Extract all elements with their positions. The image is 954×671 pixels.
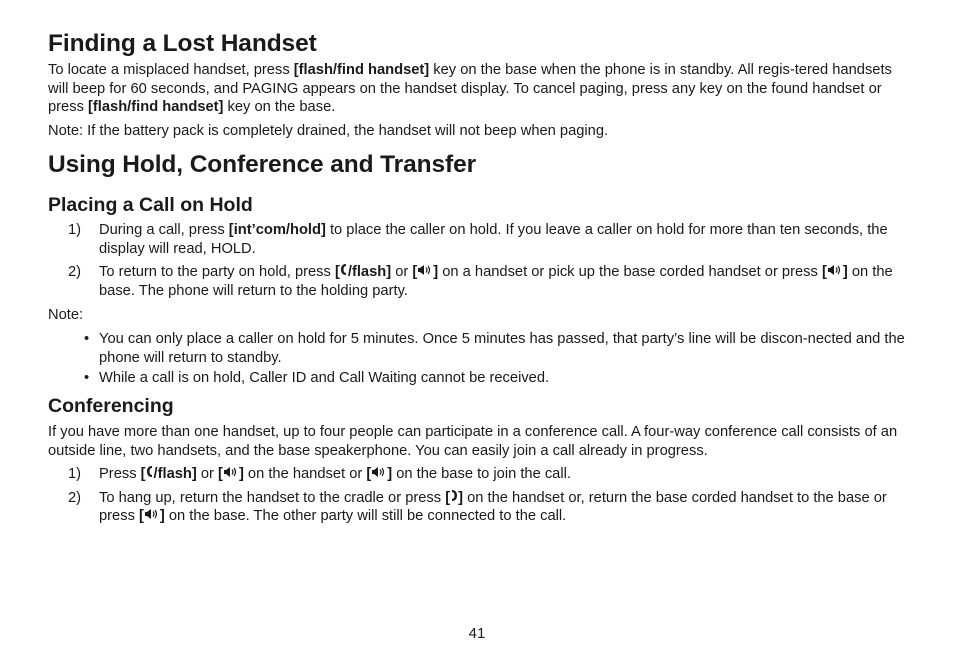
heading-conferencing: Conferencing bbox=[48, 395, 174, 417]
step-number: 2) bbox=[68, 489, 82, 506]
key-bracket: [ bbox=[334, 264, 340, 281]
key-flash: /flash] bbox=[347, 264, 392, 281]
key-bracket: [ bbox=[821, 264, 827, 281]
key-bracket: ] bbox=[842, 264, 848, 281]
key-intcom-hold: [int’com/hold] bbox=[228, 222, 326, 238]
conferencing-paragraph: If you have more than one handset, up to four people can participate in a conference call. A four-way conference call consists of an outside line, two handsets, and the base speakerphone. You can easily join a call already in progress. bbox=[48, 424, 898, 459]
key-bracket: ] bbox=[238, 466, 244, 482]
text: or bbox=[196, 466, 219, 482]
conferencing-steps-list bbox=[48, 465, 906, 531]
hold-steps-list bbox=[48, 221, 906, 305]
text: Press bbox=[99, 466, 141, 482]
key-bracket: [ bbox=[140, 466, 146, 482]
text: on the handset or, return the base corded handset to the base or press bbox=[99, 489, 887, 525]
list-item bbox=[48, 465, 906, 484]
text: on a handset or pick up the base corded handset or press bbox=[438, 264, 822, 281]
key-bracket: [ bbox=[139, 508, 144, 525]
speaker-icon bbox=[417, 263, 433, 282]
step-number: 2) bbox=[68, 264, 82, 281]
bullet: • bbox=[84, 370, 90, 387]
key-bracket: [ bbox=[412, 264, 418, 281]
text: To hang up, return the handset to the cradle or press bbox=[99, 489, 446, 506]
battery-note: Note: If the battery pack is completely drained, the handset will not beep when paging. bbox=[48, 123, 609, 139]
key-flash-find-handset: [flash/find handset] bbox=[293, 62, 430, 78]
heading-placing-call-on-hold: Placing a Call on Hold bbox=[48, 194, 253, 216]
text: on the base to join the call. bbox=[392, 466, 571, 482]
key-flash-find-handset: [flash/find handset] bbox=[88, 99, 224, 116]
text: on the base. The other party will still be connected to the call. bbox=[164, 508, 567, 525]
end-call-icon bbox=[450, 489, 458, 508]
talk-phone-icon bbox=[146, 465, 154, 484]
speaker-icon bbox=[223, 465, 239, 484]
text: During a call, press bbox=[99, 222, 229, 238]
key-bracket: [ bbox=[218, 466, 223, 482]
text: You can only place a caller on hold for 5 minutes. Once 5 minutes has passed, that party’s line will be discon-nected and the phone will return to standby. bbox=[99, 331, 905, 366]
speaker-icon bbox=[371, 465, 387, 484]
list-item bbox=[48, 263, 906, 300]
text: key on the base. bbox=[223, 99, 336, 116]
hold-note-label: Note: bbox=[48, 307, 84, 323]
page-number: 41 bbox=[468, 625, 486, 642]
list-item bbox=[48, 369, 906, 388]
speaker-icon bbox=[827, 263, 843, 282]
heading-finding-lost-handset: Finding a Lost Handset bbox=[48, 30, 317, 57]
text: To locate a misplaced handset, press bbox=[48, 62, 294, 78]
text: to place the caller on hold. If you leave a caller on hold for more than ten seconds, the display will read, HOLD. bbox=[99, 222, 888, 257]
text: To return to the party on hold, press bbox=[99, 264, 335, 281]
finding-paragraph bbox=[48, 61, 906, 117]
hold-notes-list bbox=[48, 330, 906, 393]
key-bracket: [ bbox=[366, 466, 372, 482]
list-item bbox=[48, 489, 906, 526]
bullet: • bbox=[84, 331, 90, 347]
speaker-icon bbox=[144, 507, 160, 526]
text: key on the base when the phone is in standby. All regis-tered handsets will beep for 60 seconds, and PAGING appears on the handset display. To cancel paging, press any key on the found handset or press bbox=[48, 62, 892, 116]
key-bracket: ] bbox=[387, 466, 393, 482]
key-flash: /flash] bbox=[153, 466, 197, 482]
key-bracket: ] bbox=[433, 264, 439, 281]
key-bracket: ] bbox=[458, 489, 464, 506]
text: on the handset or bbox=[243, 466, 367, 482]
list-item bbox=[48, 330, 906, 367]
key-bracket: [ bbox=[445, 489, 451, 506]
list-item bbox=[48, 221, 906, 258]
heading-hold-conference-transfer: Using Hold, Conference and Transfer bbox=[48, 151, 477, 178]
key-bracket: ] bbox=[159, 508, 165, 525]
text: or bbox=[391, 264, 413, 281]
step-number: 1) bbox=[68, 222, 82, 238]
text: While a call is on hold, Caller ID and Call Waiting cannot be received. bbox=[99, 370, 550, 387]
talk-phone-icon bbox=[340, 263, 348, 282]
text: on the base. The phone will return to the holding party. bbox=[99, 264, 893, 299]
step-number: 1) bbox=[68, 466, 82, 482]
